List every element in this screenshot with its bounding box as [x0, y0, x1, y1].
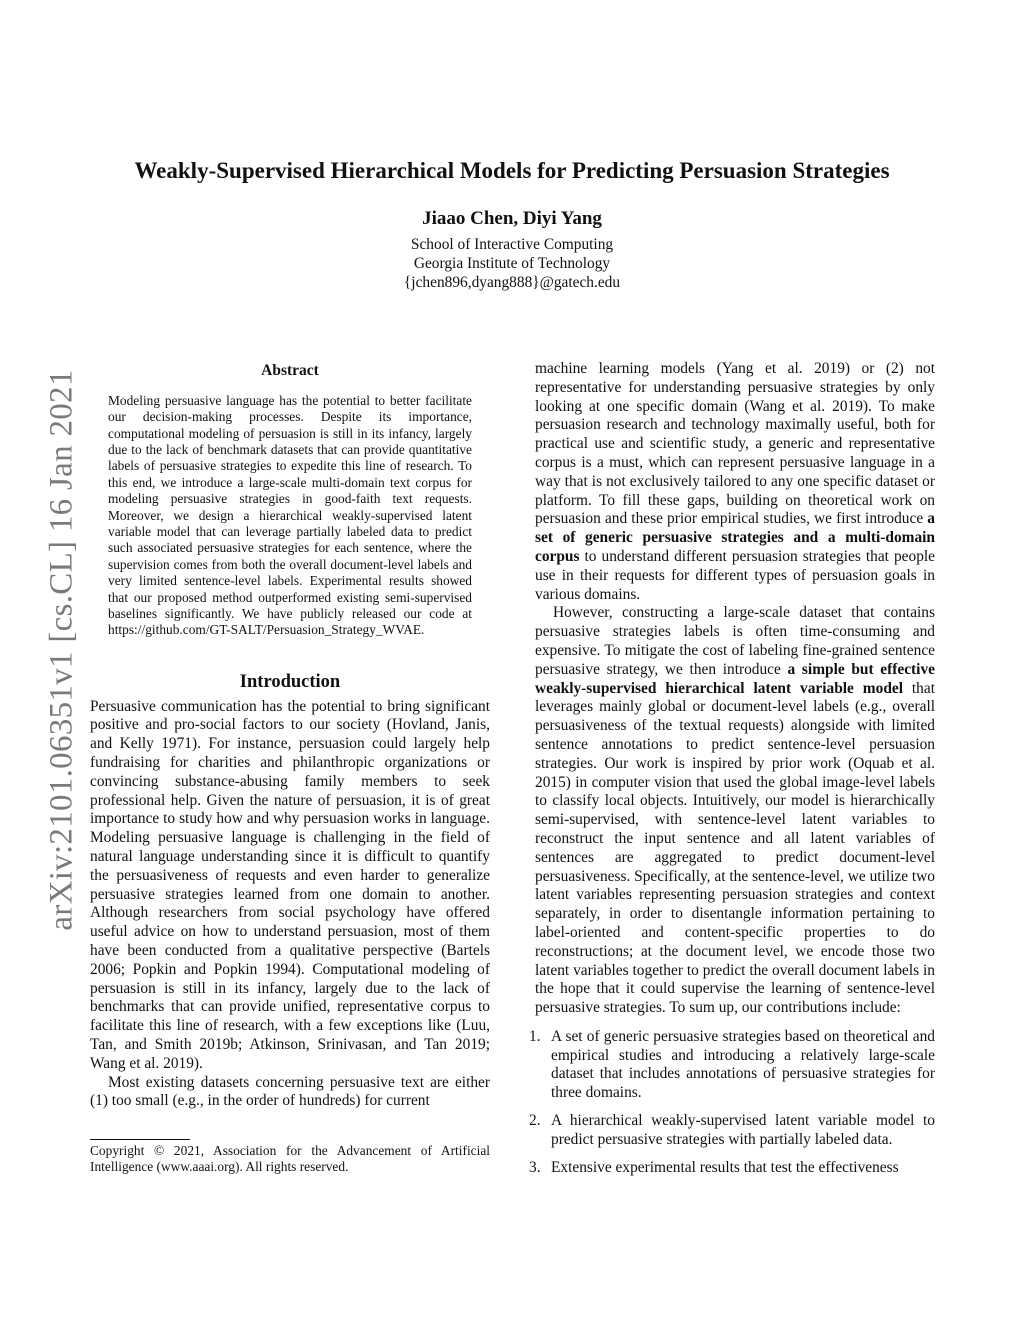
contribution-text: A hierarchical weakly-supervised latent variable model to predict persuasive strategies with partially labeled data.: [551, 1112, 935, 1148]
contribution-text: Extensive experimental results that test the effectiveness: [551, 1158, 899, 1176]
intro-paragraph-1: Persuasive communication has the potential to bring significant positive and pro-social factors to our society (Hovland, Janis, and Kelly 1971). For instance, persuasion could largely help fundraising for charities and philanthropic organizations or convincing substance-abusing family members to seek professional help. Given the nature of persuasion, it is of great importance to study how and why persuasion works in language. Modeling persuasive language is challenging in the field of natural language understanding since it is difficult to quantify the persuasiveness of requests and even harder to generalize persuasive strategies learned from one domain to another. Although researchers from social psychology have offered useful advice on how to understand persuasion, most of them have been conducted from a qualitative perspective (Bartels 2006; Popkin and Popkin 1994). Computational modeling of persuasion is still in its infancy, largely due to the lack of benchmarks that can provide unified, representative corpus to facilitate this line of research, with a few exceptions like (Luu, Tan, and Smith 2019b; Atkinson, Srinivasan, and Tan 2019; Wang et al. 2019).: [90, 697, 490, 1072]
abstract-body: [90, 393, 490, 639]
right-paragraph-1-end: to understand different persuasion strategies that people use in their requests for different types of persuasion goals in various domains.: [535, 547, 935, 603]
abstract-heading: Abstract: [261, 362, 319, 379]
affiliation-school: School of Interactive Computing: [410, 236, 614, 253]
right-paragraph-2-end: that leverages mainly global or document-level labels (e.g., overall persuasiveness of the textual requests) alongside with limited sentence annotations to predict sentence-level persuasion strategies. Our work is inspired by prior work (Oquab et al. 2015) in computer vision that used the global image-level labels to classify local objects. Intuitively, our model is hierarchically semi-supervised, with sentence-level latent variables to reconstruct the input sentence and all latent variables of sentences are aggregated to predict document-level persuasiveness. Specifically, at the sentence-level, we utilize two latent variables representing persuasion strategies and context separately, in order to disentangle information pertaining to label-oriented and content-specific properties to do reconstructions; at the document level, we encode those two latent variables together to predict the overall document labels in the hope that it could supervise the learning of sentence-level persuasive strategies. To sum up, our contributions include:: [535, 679, 935, 1017]
paper-authors: Jiaao Chen, Diyi Yang: [422, 208, 602, 229]
intro-paragraph-2: Most existing datasets concerning persuasive text are either (1) too small (e.g., in the order of hundreds) for current: [90, 1073, 490, 1110]
right-paragraph-1-start: machine learning models (Yang et al. 2019) or (2) not representative for understanding persuasive strategies by only looking at one specific domain (Wang et al. 2019). To make persuasion research and technology maximally useful, both for practical use and scientific study, a generic and representative corpus is a must, which can represent persuasive language in a way that is not exclusively tailored to any one specific dataset or platform. To fill these gaps, building on theoretical work on persuasion and these prior empirical studies, we first introduce: [535, 360, 935, 528]
copyright-footnote: Copyright © 2021, Association for the Advancement of Artificial Intelligence (www.aaai.org). All rights reserved.: [90, 1143, 490, 1175]
contribution-number: 3.: [529, 1158, 541, 1176]
contribution-text: A set of generic persuasive strategies based on theoretical and empirical studies and introducing a relatively large-scale dataset that includes annotations of persuasive strategies for three domains.: [551, 1027, 935, 1102]
right-paragraph-2: [535, 604, 935, 1018]
author-emails: {jchen896,dyang888}@gatech.edu: [403, 274, 621, 291]
right-paragraph-2-start: However, constructing a large-scale dataset that contains persuasive strategies labels is often time-consuming and expensive. To mitigate the cost of labeling fine-grained sentence persuasive strategy, we then introduce: [535, 604, 935, 678]
contribution-number: 2.: [529, 1112, 541, 1130]
contribution-item: [529, 1158, 935, 1178]
arxiv-stamp: arXiv:2101.06351v1 [cs.CL] 16 Jan 2021: [43, 369, 80, 931]
affiliation-institute: Georgia Institute of Technology: [413, 255, 611, 272]
left-column: [90, 362, 490, 1111]
paper-title: Weakly-Supervised Hierarchical Models for Predicting Persuasion Strategies: [134, 158, 890, 183]
introduction-heading: Introduction: [239, 671, 341, 692]
footnote-rule: [90, 1139, 190, 1140]
contribution-item: [529, 1112, 935, 1150]
contribution-highlight-corpus: a set of generic persuasive strategies and a multi-domain corpus: [535, 510, 935, 565]
abstract-text: Modeling persuasive language has the potential to better facilitate our decision-making processes. Despite its importance, computational modeling of persuasion is still in its infancy, largely due to the lack of benchmark datasets that can provide quantitative labels of persuasive strategies to expedite this line of research. To this end, we introduce a large-scale multi-domain text corpus for modeling persuasive strategies in good-faith text requests. Moreover, we design a hierarchical weakly-supervised latent variable model that can leverage partially labeled data to predict such associated persuasive strategies for each sentence, where the supervision comes from both the overall document-level labels and very limited sentence-level labels. Experimental results showed that our proposed method outperformed existing semi-supervised baselines significantly. We have publicly released our code at https://github.com/GT-SALT/Persuasion_Strategy_WVAE.: [108, 392, 472, 638]
contribution-item: [529, 1027, 935, 1103]
contribution-number: 1.: [529, 1027, 541, 1045]
contribution-highlight-model: a simple but effective weakly-supervised hierarchical latent variable model: [535, 660, 935, 697]
right-column: [529, 360, 935, 1186]
right-paragraph-1: [535, 360, 935, 604]
contributions-list: [529, 1027, 935, 1178]
